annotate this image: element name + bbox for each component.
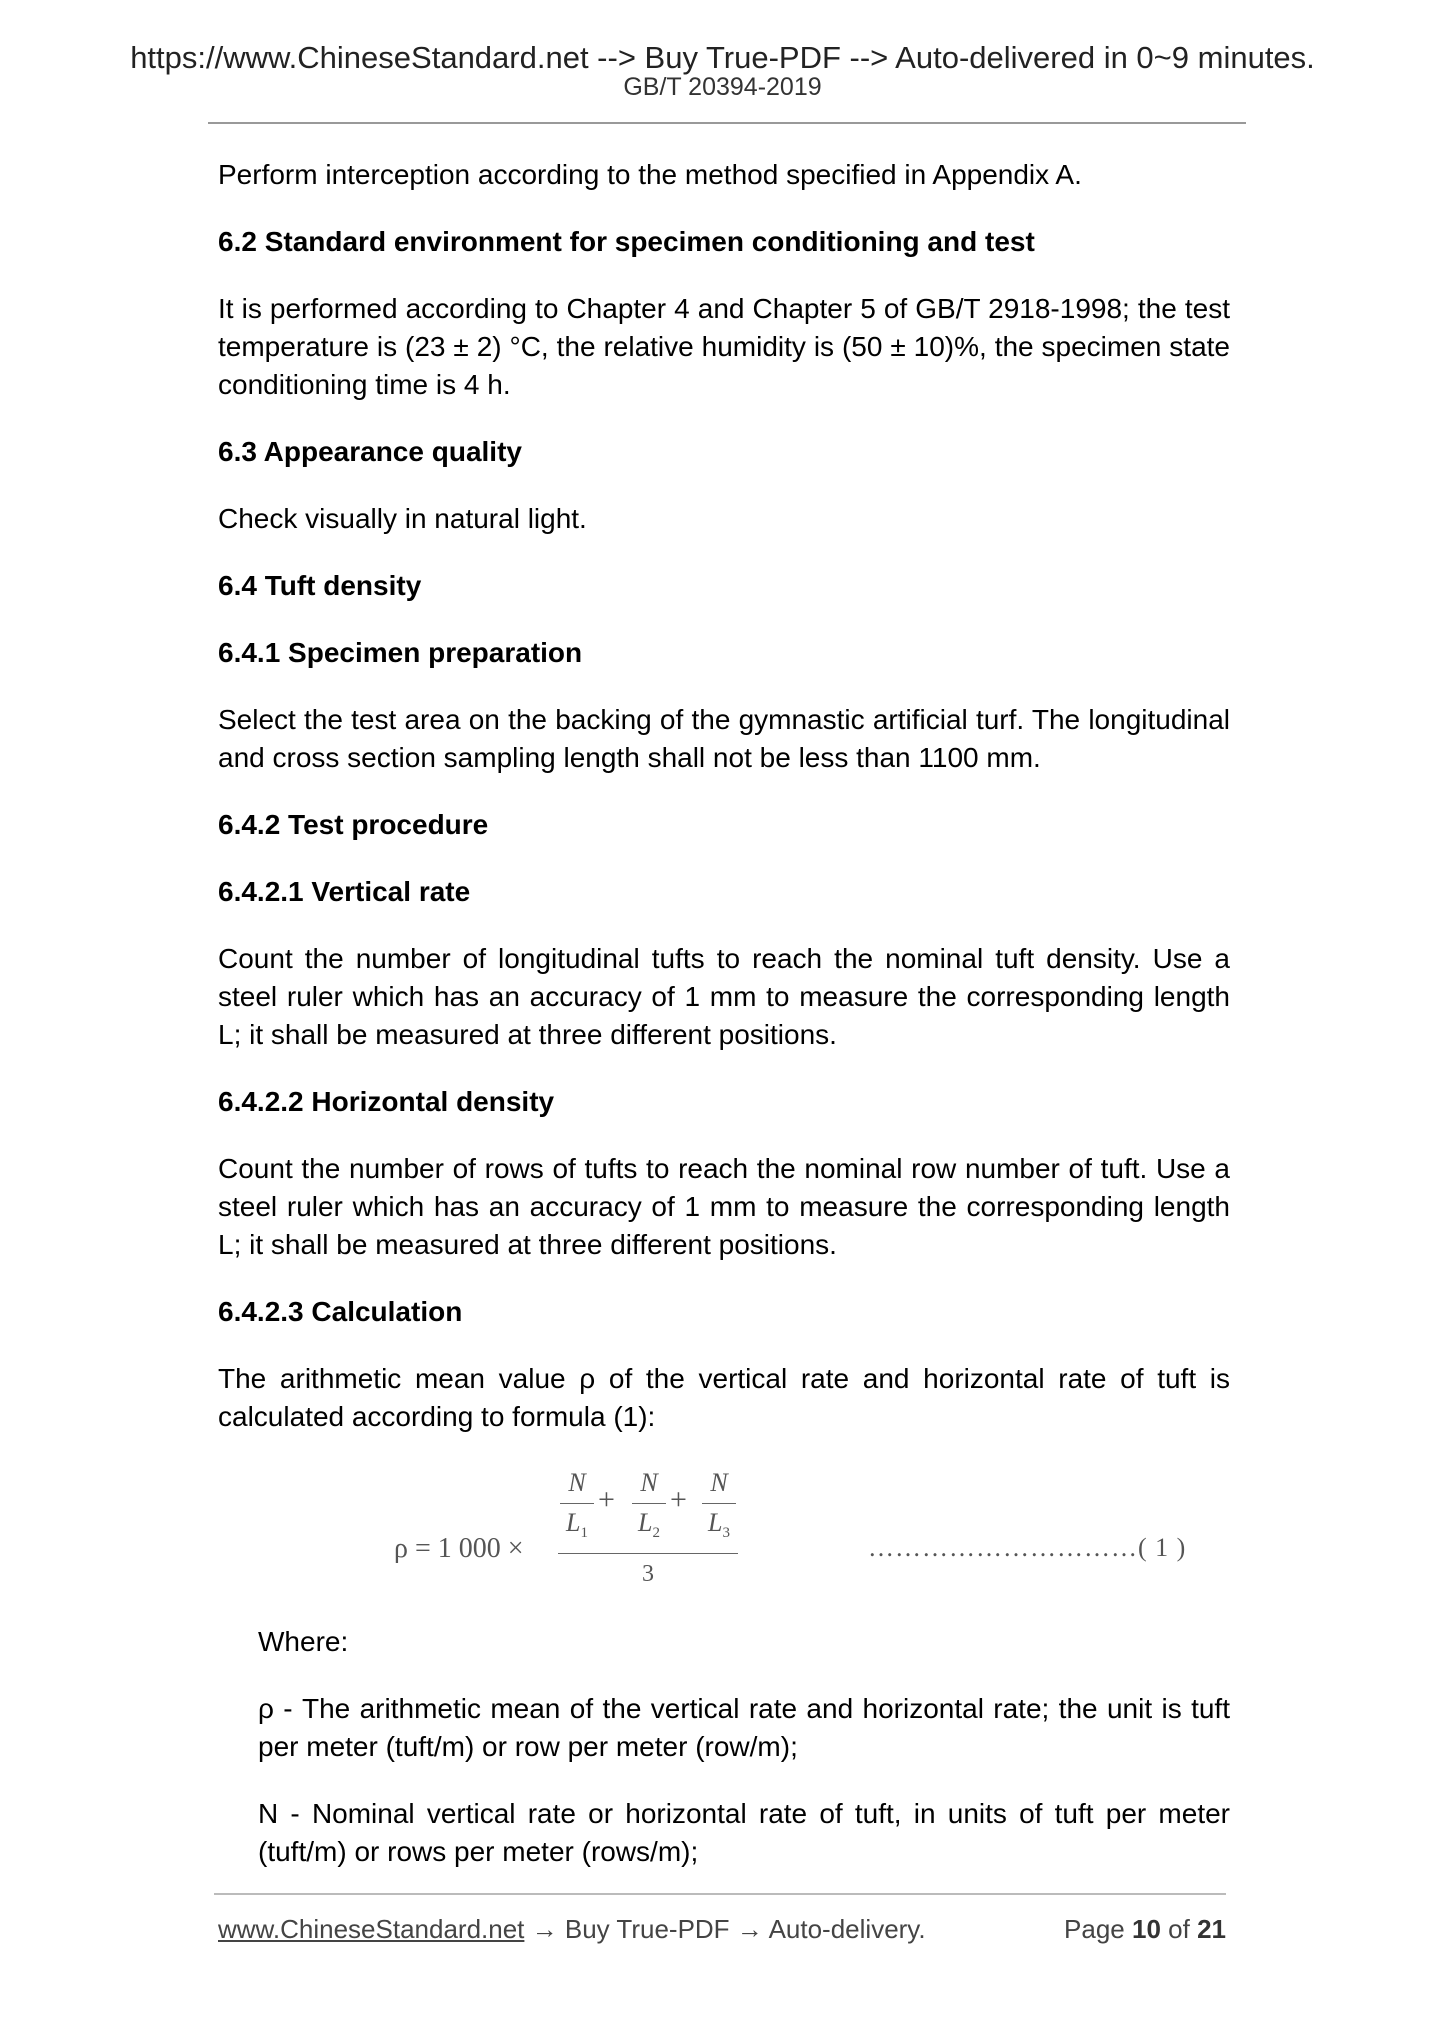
heading-6-4-2-2: 6.4.2.2 Horizontal density <box>218 1086 555 1117</box>
page-current: 10 <box>1132 1914 1161 1944</box>
header-standard-number: GB/T 20394-2019 <box>623 73 822 101</box>
heading-6-4-2: 6.4.2 Test procedure <box>218 809 489 840</box>
formula-term-1-numerator: N <box>568 1468 586 1497</box>
formula-l-symbol: L <box>708 1508 723 1537</box>
heading-6-2: 6.2 Standard environment for specimen conditioning and test <box>218 226 1035 257</box>
formula-term-2-denominator <box>630 1504 668 1540</box>
header-divider <box>208 122 1246 124</box>
definition-n: N - Nominal vertical rate or horizontal rate of tuft, in units of tuft per meter (tuft/m) or rows per meter (rows/m); <box>258 1798 1230 1867</box>
heading-6-4-2-3: 6.4.2.3 Calculation <box>218 1296 463 1327</box>
formula-l-symbol: L <box>638 1508 653 1537</box>
formula-subscript-2: 2 <box>652 1525 660 1542</box>
formula-reference: …………………………( 1 ) <box>868 1533 1187 1562</box>
page-indicator <box>1064 1914 1226 1945</box>
formula-subscript-1: 1 <box>580 1525 588 1542</box>
formula-1 <box>218 1465 1230 1603</box>
page-label: Page <box>1064 1914 1125 1944</box>
formula-denominator: 3 <box>642 1561 654 1587</box>
paragraph-6-4-2-3: The arithmetic mean value ρ of the vertical rate and horizontal rate of tuft is calculated according to formula (1): <box>218 1363 1230 1432</box>
paragraph-6-4-2-2: Count the number of rows of tufts to reach the nominal row number of tuft. Use a steel ruler which has an accuracy of 1 mm to measure the corresponding length L; it shall be measured at three different positions. <box>218 1153 1230 1260</box>
formula-numerator <box>558 1465 738 1547</box>
paragraph-6-4-1: Select the test area on the backing of the gymnastic artificial turf. The longitudinal and cross section sampling length shall not be less than 1100 mm. <box>218 704 1230 773</box>
paragraph-interception: Perform interception according to the method specified in Appendix A. <box>218 159 1082 190</box>
footer <box>218 1914 1226 1945</box>
paragraph-6-4-2-1: Count the number of longitudinal tufts to reach the nominal tuft density. Use a steel ruler which has an accuracy of 1 mm to measure the corresponding length L; it shall be measured at three different positions. <box>218 943 1230 1050</box>
formula-plus-2: + <box>670 1483 687 1516</box>
header-url-line: https://www.ChineseStandard.net --> Buy True-PDF --> Auto-delivered in 0~9 minutes. <box>130 40 1315 75</box>
formula-term-2-numerator: N <box>640 1468 658 1497</box>
formula-subscript-3: 3 <box>722 1525 730 1542</box>
definition-rho: ρ - The arithmetic mean of the vertical rate and horizontal rate; the unit is tuft per meter (tuft/m) or row per meter (row/m); <box>258 1693 1230 1762</box>
formula-main-bar <box>558 1553 738 1554</box>
heading-6-4: 6.4 Tuft density <box>218 570 422 601</box>
page-of: of <box>1168 1914 1190 1944</box>
heading-6-3: 6.3 Appearance quality <box>218 436 522 467</box>
formula-term-3 <box>700 1465 738 1540</box>
formula-term-1 <box>558 1465 596 1540</box>
paragraph-6-2: It is performed according to Chapter 4 and Chapter 5 of GB/T 2918-1998; the test temperature is (23 ± 2) °C, the relative humidity is (50 ± 10)%, the specimen state conditioning time is 4 h. <box>218 293 1230 400</box>
formula-lhs: ρ = 1 000 × <box>394 1533 524 1564</box>
formula-term-2 <box>630 1465 668 1540</box>
page-total: 21 <box>1197 1914 1226 1944</box>
heading-6-4-1: 6.4.1 Specimen preparation <box>218 637 583 668</box>
document-body <box>218 156 1230 1900</box>
formula-term-3-denominator <box>700 1504 738 1540</box>
footer-buy-text: → Buy True-PDF → Auto-delivery. <box>524 1914 926 1944</box>
heading-6-4-2-1: 6.4.2.1 Vertical rate <box>218 876 471 907</box>
formula-term-1-denominator <box>558 1504 596 1540</box>
formula-l-symbol: L <box>566 1508 581 1537</box>
where-label: Where: <box>258 1626 349 1657</box>
formula-term-3-numerator: N <box>710 1468 728 1497</box>
paragraph-6-3: Check visually in natural light. <box>218 503 587 534</box>
footer-divider <box>214 1893 1226 1895</box>
formula-plus-1: + <box>598 1483 615 1516</box>
footer-site-link[interactable]: www.ChineseStandard.net <box>218 1914 525 1944</box>
